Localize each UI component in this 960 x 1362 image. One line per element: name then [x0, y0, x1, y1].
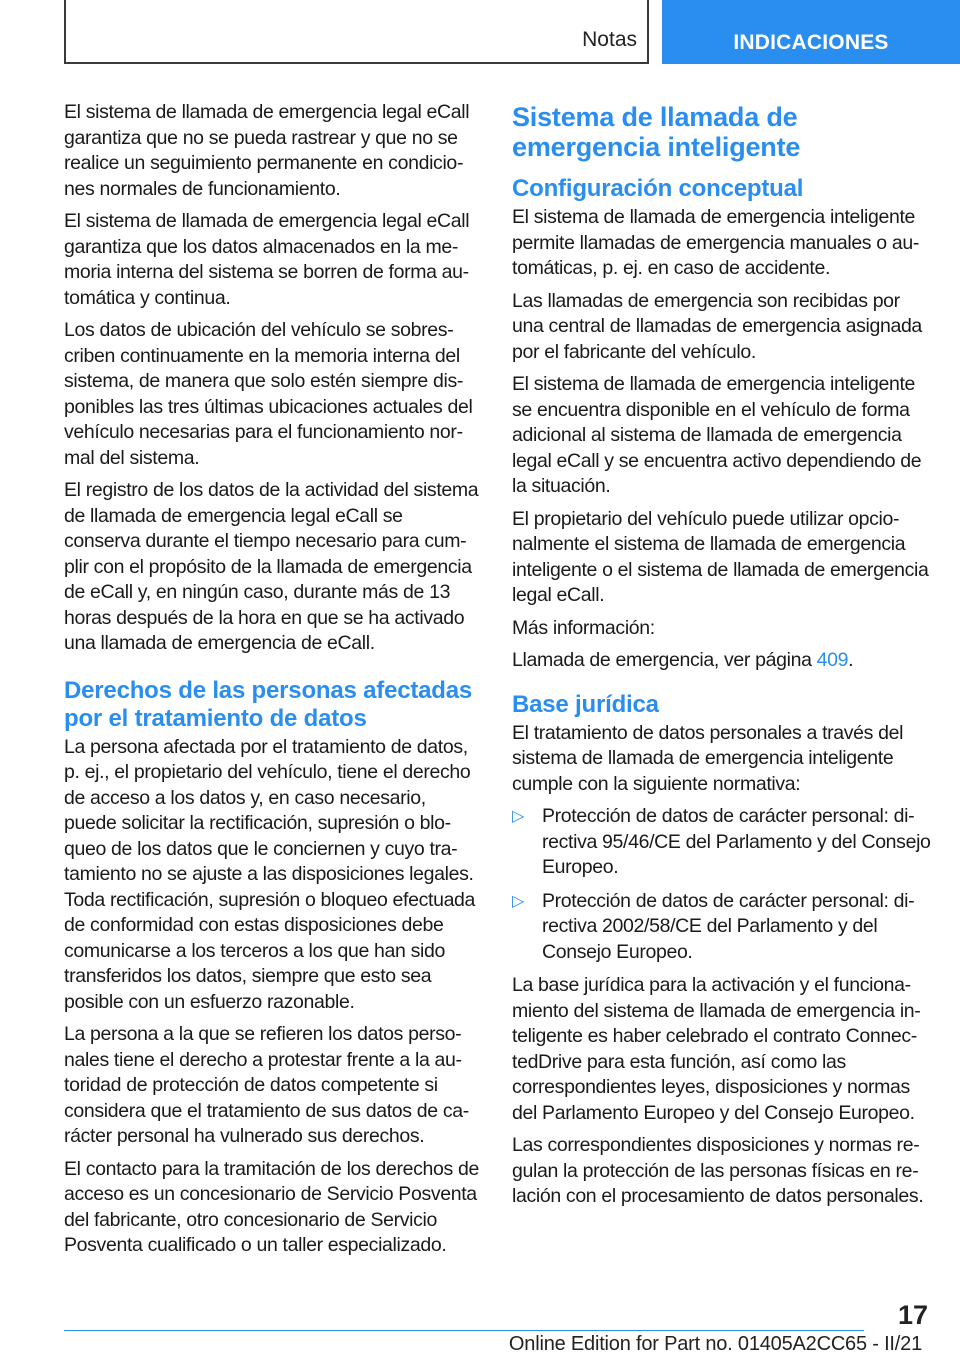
- left-paragraph-5: La persona afectada por el tratamiento de datos, p. ej., el propietario del vehículo, tiene el derecho de acceso a los datos y, en caso necesario, puede solicitar la rectificación, supresión o bloqueo de los datos que le conciernen y cuyo tratamiento no se ajuste a las disposiciones legales. Toda rectificación, supresión o bloqueo efectuada de conformidad con estas disposiciones debe comunicarse a los terceros a los que han sido transferidos los datos, siempre que esto sea posible con un esfuerzo razonable.: [64, 735, 476, 1013]
- section-title: Sistema de llamada de emergencia inteligente: [512, 102, 801, 162]
- footer-divider: [64, 1330, 864, 1331]
- right-column: [512, 100, 932, 1217]
- header-box: [64, 0, 649, 64]
- heading-legal: Base jurídica: [512, 690, 659, 718]
- right-paragraph-7: Las correspondientes disposiciones y normas regulan la protección de las personas físicas en relación con el procesamiento de datos personales.: [512, 1134, 924, 1207]
- more-info-label: Más información:: [512, 616, 655, 639]
- right-paragraph-5: El tratamiento de datos personales a través del sistema de llamada de emergencia inteligente cumple con la siguiente normativa:: [512, 721, 904, 795]
- left-paragraph-7: El contacto para la tramitación de los derechos de acceso es un concesionario de Servicio Posventa del fabricante, otro concesionario de Servicio Posventa cualificado o un taller especializado.: [64, 1157, 479, 1256]
- cross-reference-text: Llamada de emergencia, ver página: [512, 649, 817, 671]
- left-column: [64, 100, 479, 1266]
- footer-edition: Online Edition for Part no. 01405A2CC65 - II/21: [508, 1333, 922, 1355]
- bullet-list: [512, 804, 932, 965]
- left-paragraph-6: La persona a la que se refieren los datos personales tiene el derecho a protestar frente a la autoridad de protección de datos competente si considera que el tratamiento de sus datos de carácter personal ha vulnerado sus derechos.: [64, 1023, 470, 1147]
- header-chapter-label: INDICACIONES: [733, 31, 889, 54]
- left-paragraph-3: Los datos de ubicación del vehículo se sobrescriben continuamente en la memoria interna del sistema, de manera que solo estén siempre disponibles las tres últimas ubicaciones actuales del vehículo necesarias para el funcionamiento normal del sistema.: [64, 319, 473, 469]
- right-paragraph-1: El sistema de llamada de emergencia inteligente permite llamadas de emergencia manuales o automáticas, p. ej. en caso de accidente.: [512, 206, 920, 279]
- list-item: [512, 889, 932, 966]
- list-item-text: Protección de datos de carácter personal: directiva 95/46/CE del Parlamento y del Consejo Europeo.: [542, 805, 931, 878]
- cross-reference: [512, 648, 932, 674]
- right-paragraph-6: La base jurídica para la activación y el funcionamiento del sistema de llamada de emergencia inteligente es haber celebrado el contrato ConnectedDrive para esta función, así como las correspondientes leyes, disposiciones y normas del Parlamento Europeo y del Consejo Europeo.: [512, 974, 921, 1124]
- header-section-label: Notas: [582, 28, 637, 51]
- cross-reference-end: .: [848, 649, 854, 671]
- header-chapter-tab[interactable]: [662, 0, 960, 64]
- heading-rights: Derechos de las personas afectadas por el tratamiento de datos: [64, 676, 473, 732]
- left-paragraph-4: El registro de los datos de la actividad del sistema de llamada de emergencia legal eCall se conserva durante el tiempo necesario para cumplir con el propósito de la llamada de emergencia de eCall y, en ningún caso, durante más de 13 horas después de la hora en que se ha activado una llamada de emergencia de eCall.: [64, 479, 479, 654]
- list-item-text: Protección de datos de carácter personal: directiva 2002/58/CE del Parlamento y del Consejo Europeo.: [542, 889, 915, 963]
- heading-config: Configuración conceptual: [512, 175, 804, 202]
- right-paragraph-3: El sistema de llamada de emergencia inteligente se encuentra disponible en el vehículo de forma adicional al sistema de llamada de emergencia legal eCall y se encuentra activo dependiendo de la situación.: [512, 373, 922, 497]
- left-paragraph-1: El sistema de llamada de emergencia legal eCall garantiza que no se pueda rastrear y que no se realice un seguimiento permanente en condiciones normales de funcionamiento.: [64, 101, 470, 200]
- page-number: 17: [897, 1300, 928, 1330]
- page-link-409[interactable]: 409: [816, 649, 849, 671]
- right-paragraph-2: Las llamadas de emergencia son recibidas por una central de llamadas de emergencia asignada por el fabricante del vehículo.: [512, 289, 922, 363]
- right-paragraph-4: El propietario del vehículo puede utilizar opcionalmente el sistema de llamada de emergencia inteligente o el sistema de llamada de emergencia legal eCall.: [512, 507, 929, 606]
- left-paragraph-2: El sistema de llamada de emergencia legal eCall garantiza que los datos almacenados en la memoria interna del sistema se borren de forma automática y continua.: [64, 210, 470, 309]
- triangle-bullet-icon: ▷: [512, 892, 524, 910]
- triangle-bullet-icon: ▷: [512, 808, 524, 825]
- list-item: [512, 804, 932, 881]
